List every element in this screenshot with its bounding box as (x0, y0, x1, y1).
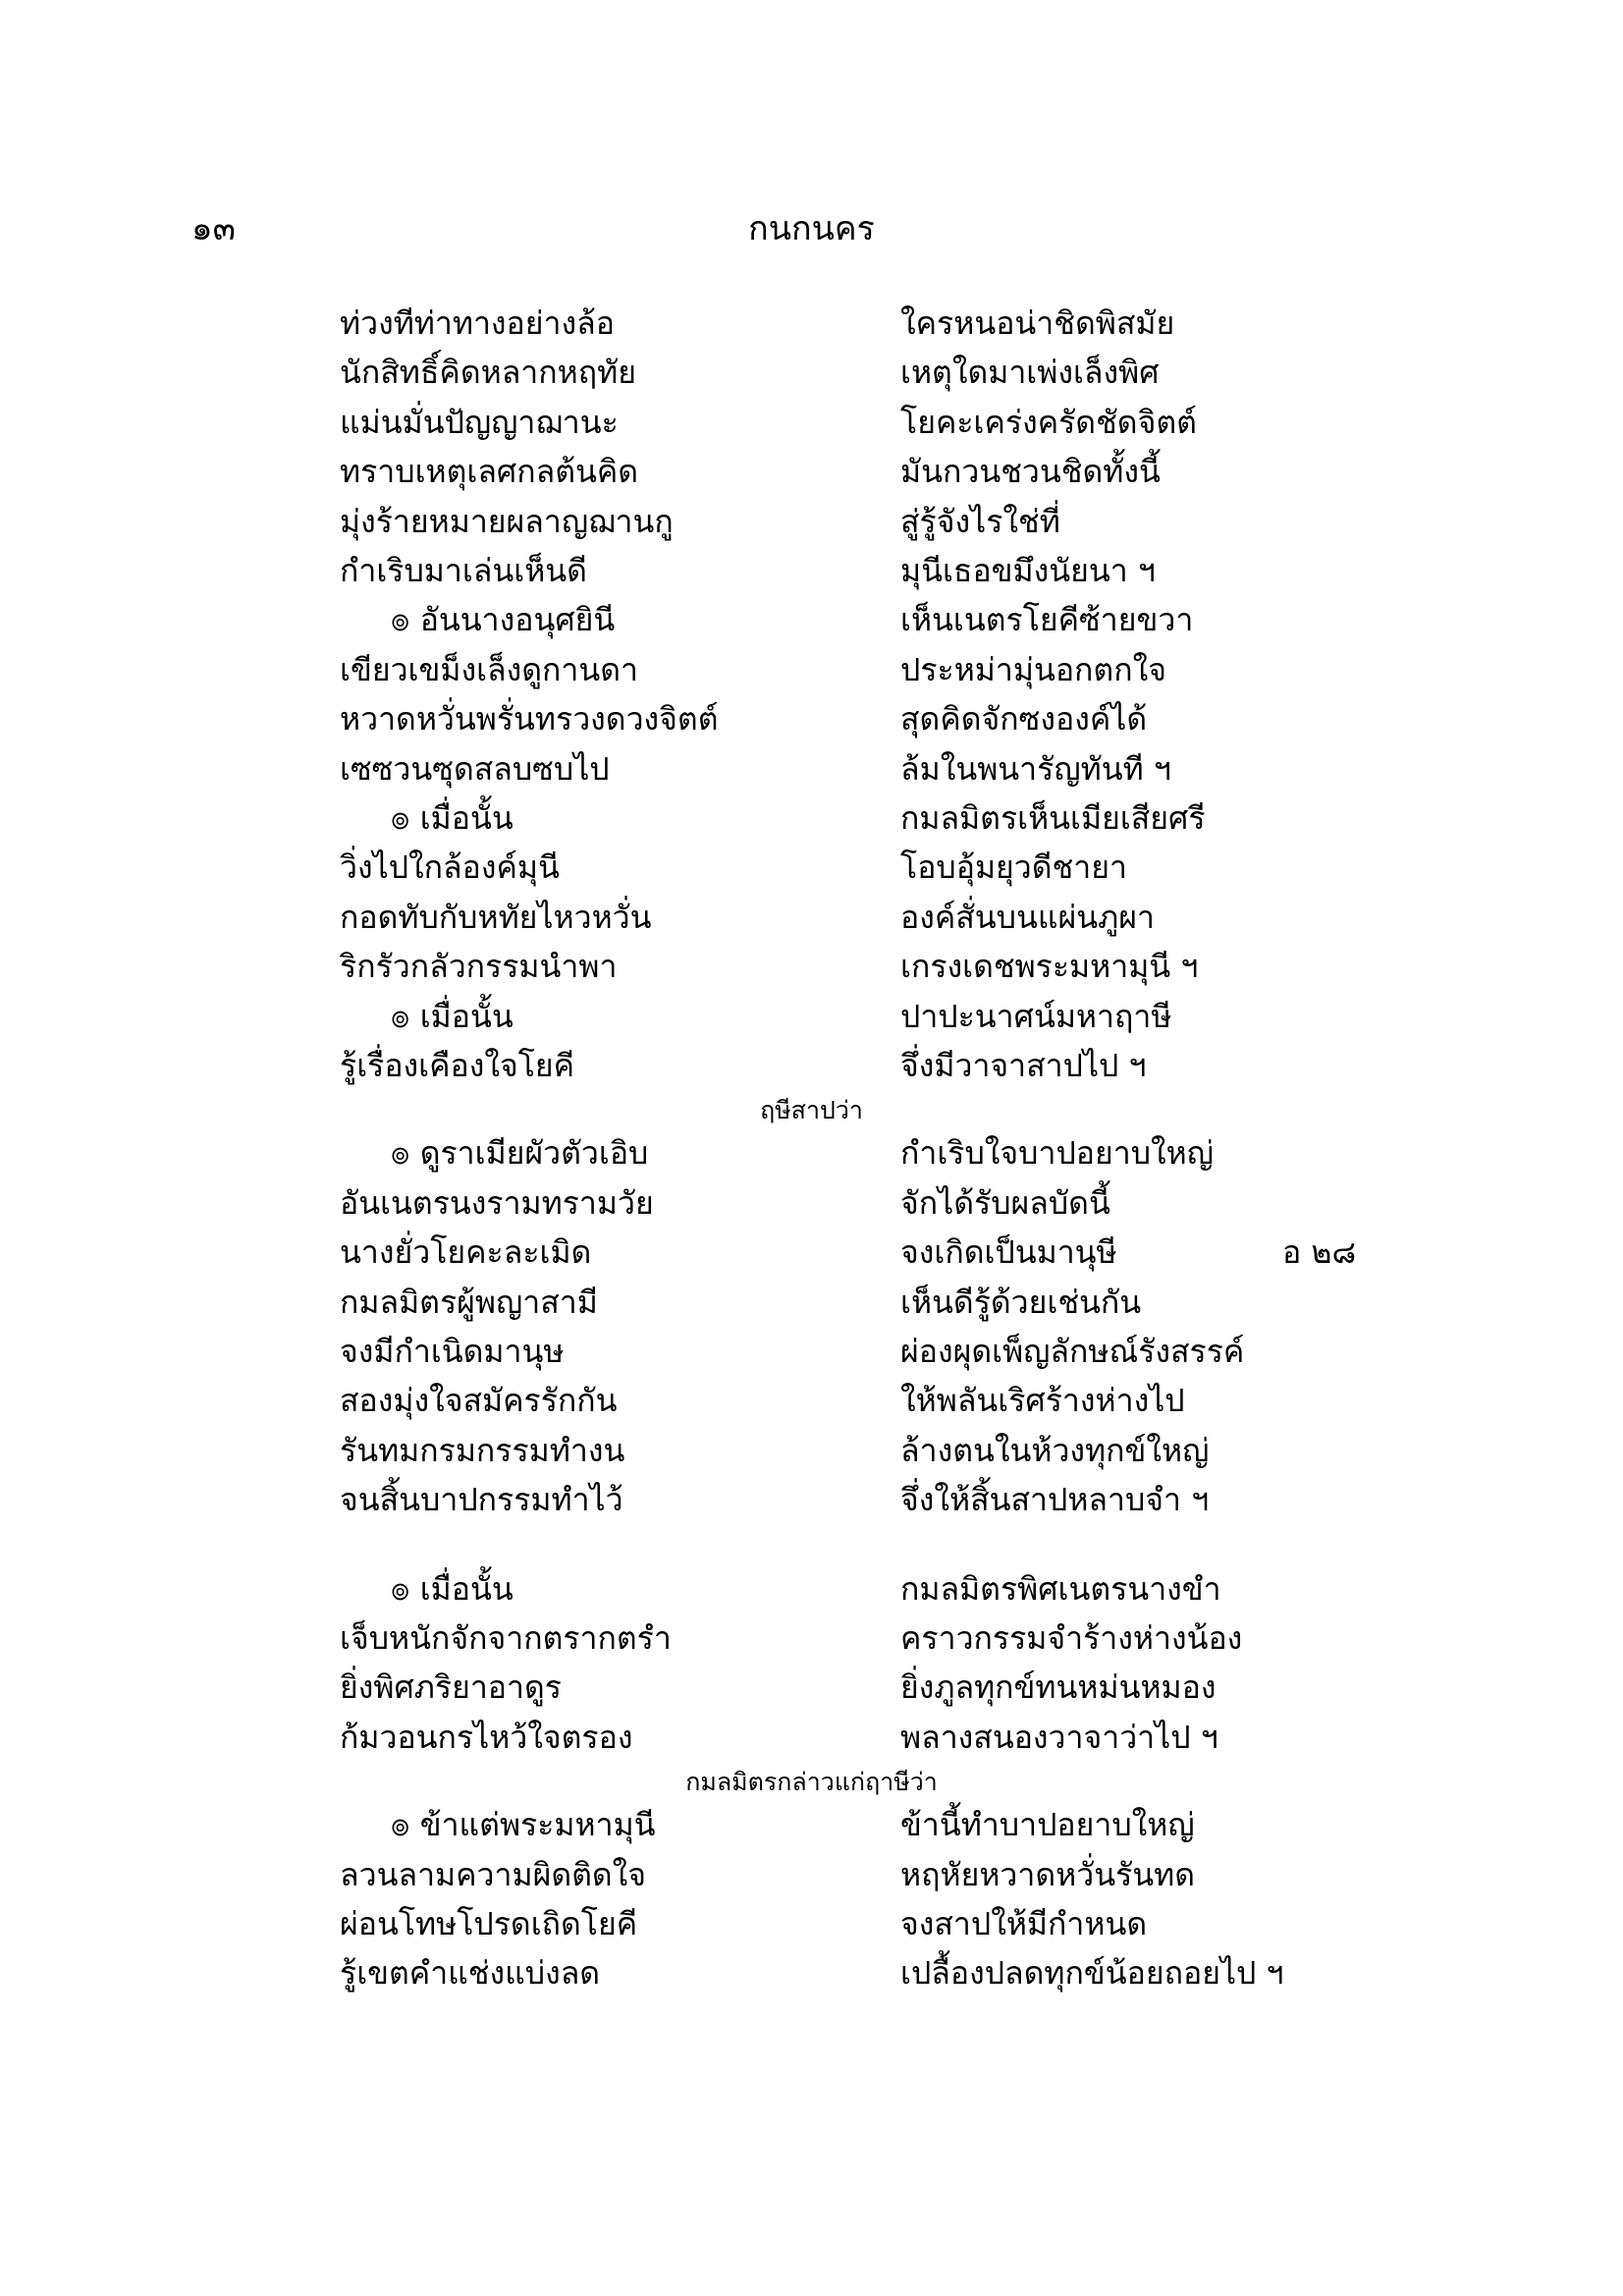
verse-line-first-half: แม่นมั่นปัญญาฌานะ (340, 403, 619, 441)
verse-line-first-half: หวาดหวั่นพรั่นทรวงดวงจิตต์ (340, 700, 719, 738)
verse-line-second-half: จึ่งมีวาจาสาปไป ฯ (900, 1047, 1147, 1084)
verse-line-second-half: ประหม่ามุ่นอกตกใจ (900, 650, 1166, 688)
page-number: ๑๓ (191, 209, 236, 248)
verse-line-first-half: ๏ ข้าแต่พระมหามุนี (391, 1806, 656, 1844)
verse-line-second-half: กมลมิตรพิศเนตรนางขำ (900, 1569, 1221, 1608)
verse-line-second-half: กำเริบใจบาปอยาบใหญ่ (900, 1134, 1214, 1173)
verse-line-second-half: สู่รู้จังไรใช่ที่ (900, 502, 1060, 540)
verse-line-second-half: มุนีเธอขมึงนัยนา ฯ (900, 552, 1156, 589)
verse-line-second-half: ผ่องผุดเพ็ญลักษณ์รังสรรค์ (900, 1333, 1245, 1370)
verse-line-first-half: ลวนลามความผิดติดใจ (340, 1855, 647, 1893)
verse-line-second-half: ข้านี้ทำบาปอยาบใหญ่ (900, 1806, 1195, 1844)
verse-line-first-half: กำเริบมาเล่นเห็นดี (340, 552, 587, 589)
verse-line-second-half: เกรงเดชพระมหามุนี ฯ (900, 948, 1199, 986)
verse-line-second-half: โยคะเคร่งครัดชัดจิตต์ (900, 403, 1197, 441)
verse-line-second-half: จักได้รับผลบัดนี้ (900, 1183, 1110, 1222)
verse-line-second-half: มันกวนชวนชิดทั้งนี้ (900, 453, 1161, 491)
verse-line-first-half: รู้เขตคำแช่งแบ่งลด (340, 1954, 601, 1993)
verse-line-first-half: ๏ อันนางอนุศยินี (391, 601, 616, 639)
section-heading: กมลมิตรกล่าวแก่ฤาษีว่า (685, 1768, 938, 1797)
verse-line-first-half: จงมีกำเนิดมานุษ (340, 1333, 565, 1370)
verse-line-first-half: ยิ่งพิศภริยาอาดูร (340, 1668, 562, 1707)
verse-line-second-half: หฤหัยหวาดหวั่นรันทด (900, 1855, 1195, 1893)
verse-line-first-half: เขียวเขม็งเล็งดูกานดา (340, 650, 638, 688)
verse-line-second-half: ล้างตนในห้วงทุกข์ใหญ่ (900, 1431, 1210, 1469)
section-heading: ฤษีสาปว่า (760, 1096, 863, 1125)
verse-line-first-half: ท่วงทีท่าทางอย่างล้อ (340, 304, 615, 342)
verse-line-second-half: ใครหนอน่าชิดพิสมัย (900, 304, 1175, 342)
verse-line-second-half: องค์สั่นบนแผ่นภูผา (900, 898, 1155, 936)
verse-line-first-half: เจ็บหนักจักจากตรากตรำ (340, 1619, 672, 1657)
verse-line-first-half: กอดทับกับหทัยไหวหวั่น (340, 898, 652, 936)
verse-line-second-half: เห็นเนตรโยคีซ้ายขวา (900, 601, 1194, 639)
verse-line-second-half: จึ่งให้สิ้นสาปหลาบจำ ฯ (900, 1481, 1210, 1519)
verse-line-second-half: ยิ่งภูลทุกข์ทนหม่นหมอง (900, 1668, 1217, 1707)
verse-line-second-half: จงสาปให้มีกำหนด (900, 1905, 1148, 1942)
verse-line-first-half: วิ่งไปใกล้องค์มุนี (340, 848, 560, 887)
verse-line-first-half: สองมุ่งใจสมัครรักกัน (340, 1382, 618, 1420)
verse-line-second-half: ให้พลันเริศร้างห่างไป (900, 1382, 1185, 1420)
verse-line-first-half: อันเนตรนงรามทรามวัย (340, 1183, 654, 1222)
verse-line-first-half: ก้มวอนกรไหว้ใจตรอง (340, 1718, 633, 1756)
verse-line-first-half: รู้เรื่องเคืองใจโยคี (340, 1047, 575, 1084)
verse-line-first-half: ๏ ดูราเมียผัวตัวเอิบ (391, 1134, 649, 1173)
verse-line-first-half: ผ่อนโทษโปรดเถิดโยคี (340, 1905, 638, 1942)
verse-line-second-half: เห็นดีรู้ด้วยเช่นกัน (900, 1283, 1142, 1321)
verse-line-second-half: จงเกิดเป็นมานุษี (900, 1233, 1117, 1272)
verse-line-second-half: ล้มในพนารัญทันที ฯ (900, 749, 1171, 788)
verse-line-second-half: โอบอุ้มยุวดีชายา (900, 848, 1127, 887)
verse-line-second-half: เปลื้องปลดทุกข์น้อยถอยไป ฯ (900, 1954, 1284, 1993)
verse-line-first-half: รันทมกรมกรรมทำงน (340, 1431, 625, 1469)
verse-line-second-half: คราวกรรมจำร้างห่างน้อง (900, 1619, 1243, 1657)
verse-line-first-half: ทราบเหตุเลศกลต้นคิด (340, 453, 639, 491)
verse-line-second-half: พลางสนองวาจาว่าไป ฯ (900, 1718, 1218, 1756)
verse-line-second-half: สุดคิดจักซงองค์ได้ (900, 700, 1148, 738)
margin-note: อ ๒๘ (1282, 1233, 1357, 1272)
verse-line-first-half: ๏ เมื่อนั้น (391, 997, 514, 1035)
verse-line-first-half: จนสิ้นบาปกรรมทำไว้ (340, 1481, 623, 1519)
verse-line-second-half: กมลมิตรเห็นเมียเสียศรี (900, 799, 1206, 837)
verse-line-first-half: นางยั่วโยคะละเมิด (340, 1233, 592, 1272)
verse-line-first-half: นักสิทธิ์คิดหลากหฤทัย (340, 354, 636, 392)
verse-line-first-half: มุ่งร้ายหมายผลาญฌานกู (340, 502, 674, 540)
verse-line-first-half: กมลมิตรผู้พญาสามี (340, 1283, 598, 1321)
verse-line-first-half: ริกรัวกลัวกรรมนำพา (340, 948, 618, 986)
verse-line-second-half: ปาปะนาศน์มหาฤาษี (900, 997, 1172, 1035)
running-title: กนกนคร (748, 209, 875, 248)
verse-line-first-half: เซซวนซุดสลบซบไป (340, 749, 610, 788)
verse-line-first-half: ๏ เมื่อนั้น (391, 1569, 514, 1608)
verse-line-second-half: เหตุใดมาเพ่งเล็งพิศ (900, 354, 1160, 392)
verse-line-first-half: ๏ เมื่อนั้น (391, 799, 514, 837)
